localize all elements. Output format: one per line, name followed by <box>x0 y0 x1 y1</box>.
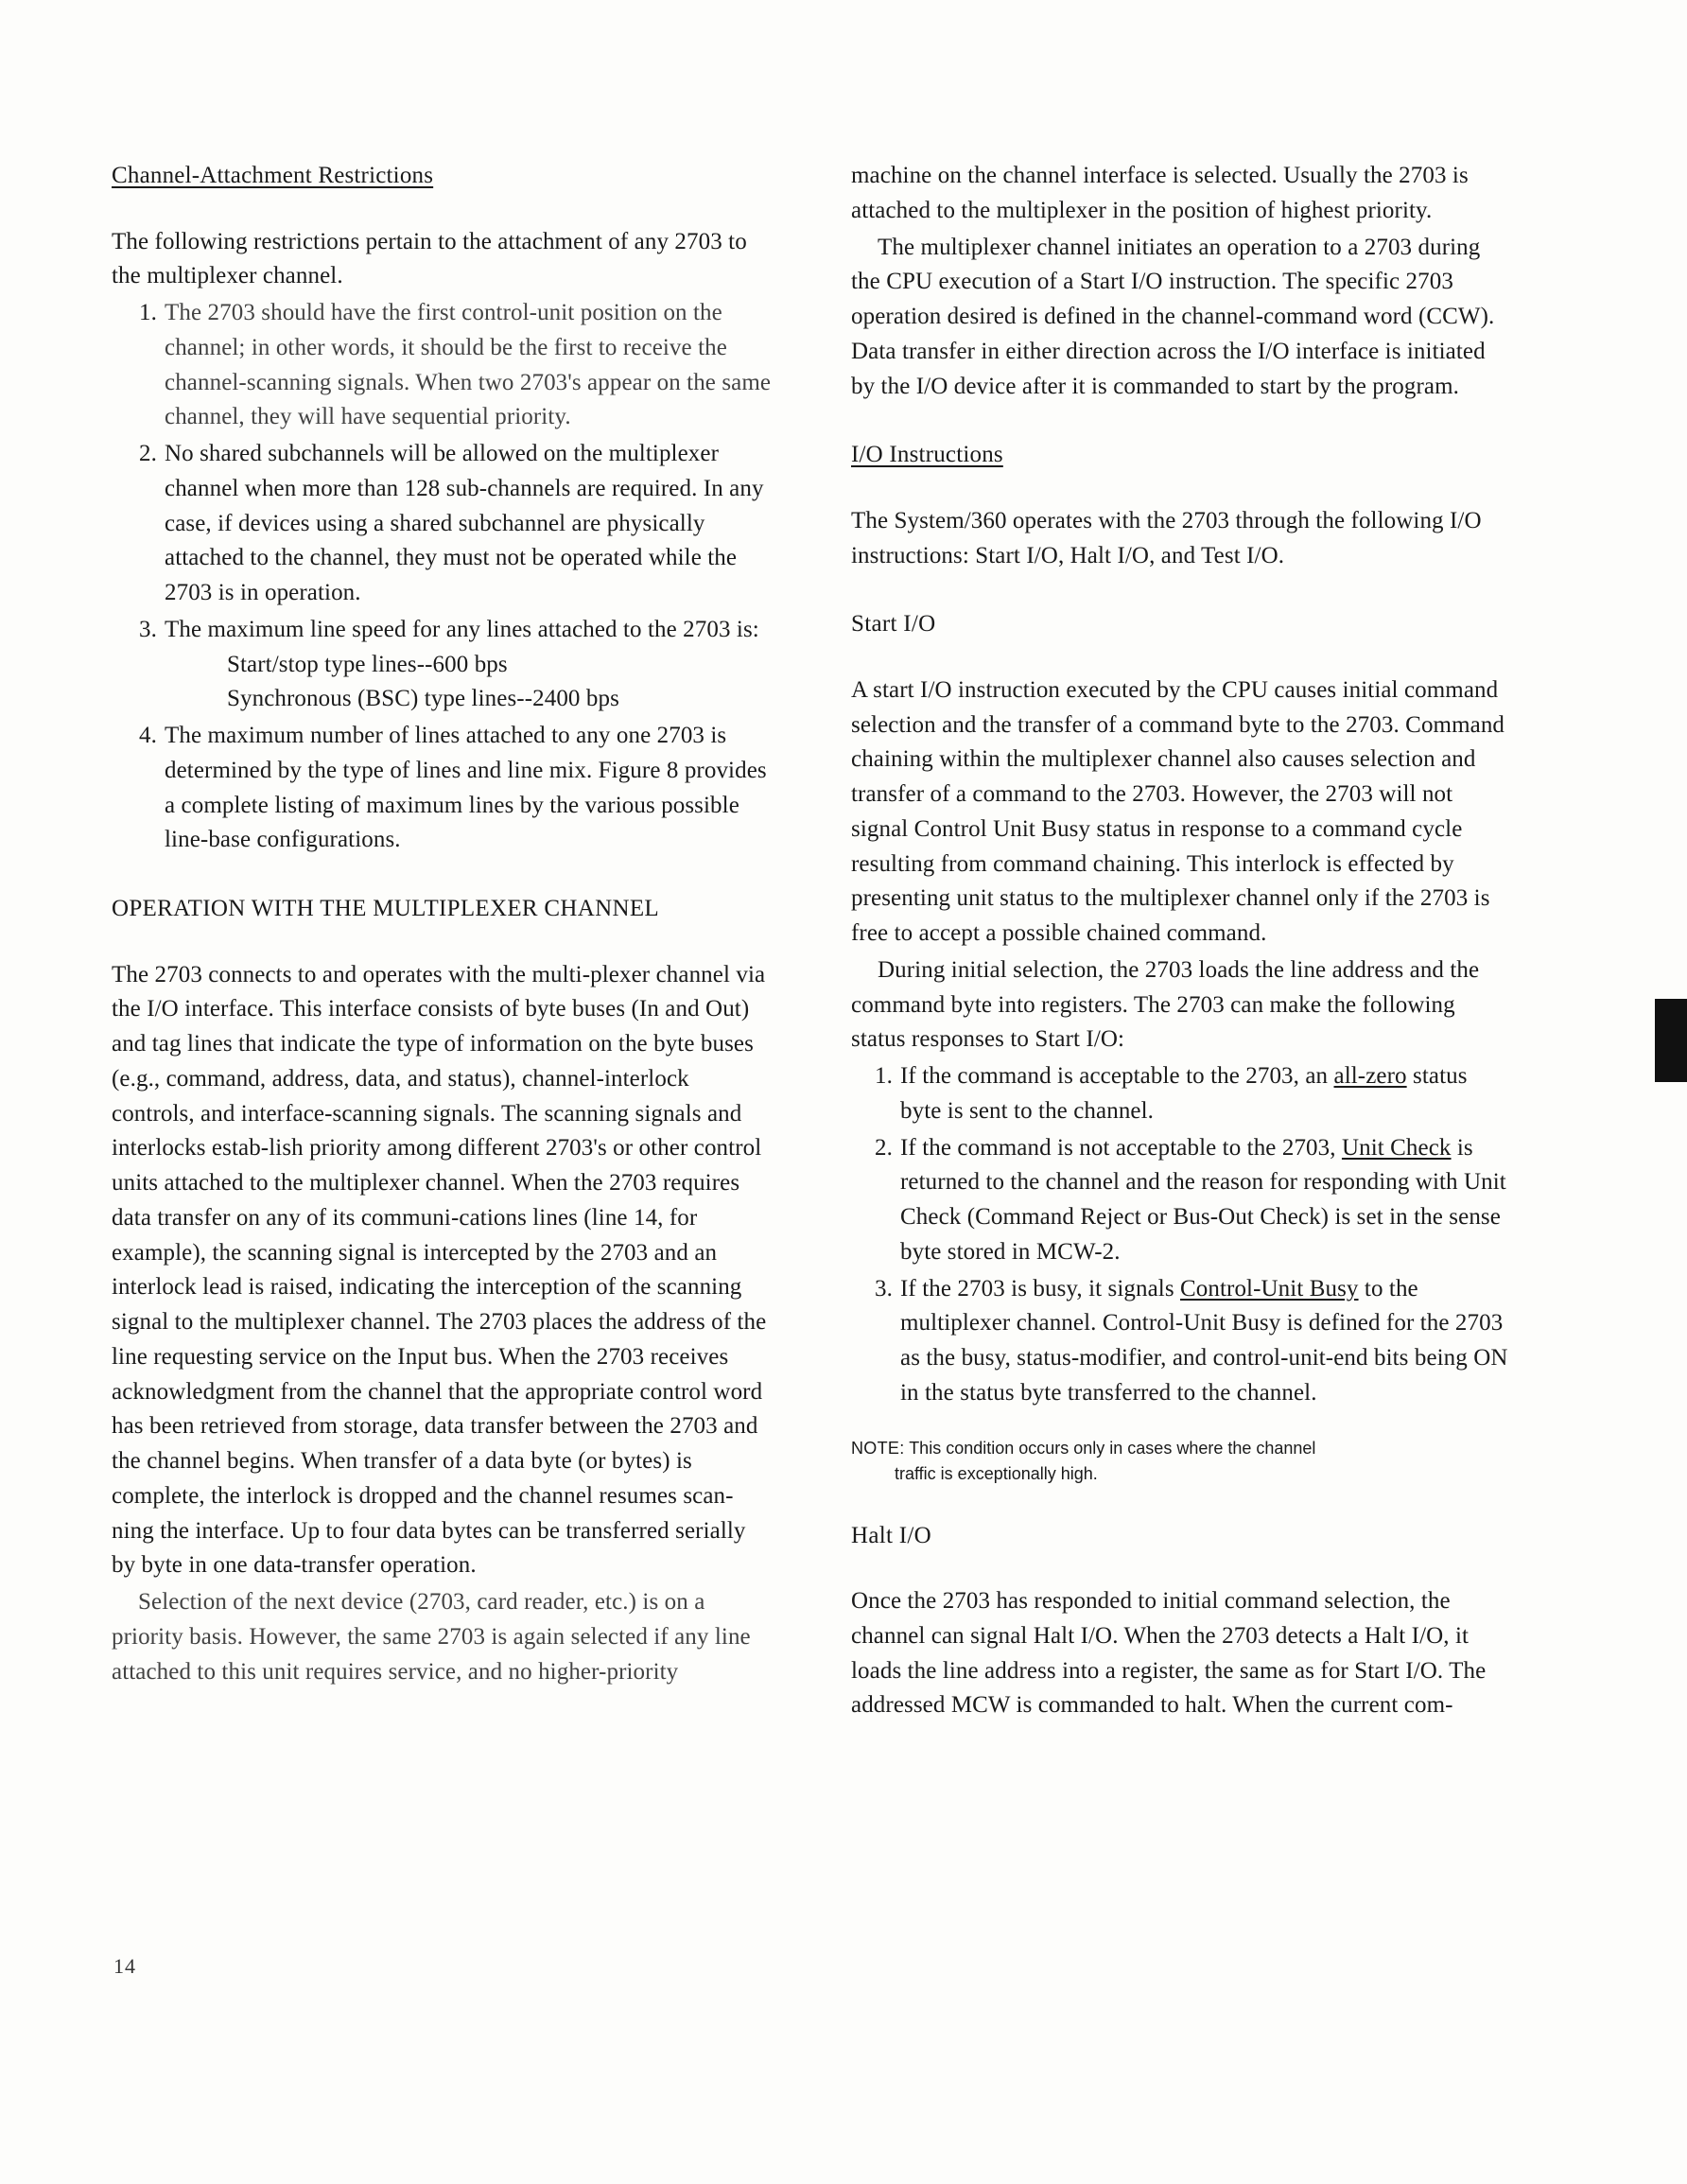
body-paragraph: Selection of the next device (2703, card reader, etc.) is on a priority basis. However, the same 2703 is again selected if any line attached to this unit requires service, and no higher-priority <box>112 1589 751 1685</box>
body-paragraph: During initial selection, the 2703 loads the line address and the command byte into registers. The 2703 can make the following status responses to Start I/O: <box>851 956 1480 1053</box>
intro-paragraph: The following restrictions pertain to the attachment of any 2703 to the multiplexer channel. <box>112 228 747 289</box>
emphasis-unit-check: Unit Check <box>1341 1134 1452 1161</box>
list-item-text-pre: If the command is not acceptable to the 2703, <box>900 1134 1342 1161</box>
list-item-number: 2. <box>139 441 157 466</box>
list-item-text-post: is returned to the channel and the reason for responding with Unit Check (Command Reject or Bus-Out Check) is set in the sense byte stored in MCW-2. <box>900 1134 1506 1265</box>
sublist-item: Start/stop type lines--600 bps <box>227 651 508 677</box>
note-text-continued: traffic is exceptionally high. <box>895 1463 1098 1483</box>
note-label: NOTE: <box>851 1438 905 1458</box>
list-item-number: 1. <box>139 300 157 325</box>
sublist-item: Synchronous (BSC) type lines--2400 bps <box>227 686 619 712</box>
line-speed-sublist <box>165 648 774 718</box>
restrictions-list <box>112 296 774 858</box>
note-block <box>851 1436 1513 1487</box>
body-paragraph: Once the 2703 has responded to initial command selection, the channel can signal Halt I/O. When the 2703 detects a Halt I/O, it loads the line address into a register, the same as for Start I/O. The addressed MCW is commanded to halt. When the current com- <box>851 1588 1487 1719</box>
list-item <box>112 437 774 611</box>
list-item <box>851 1059 1513 1129</box>
body-paragraph: The 2703 connects to and operates with the multi-plexer channel via the I/O interface. This interface consists of byte buses (In and Out) and tag lines that indicate the type of information on the byte buses (e.g., command, address, data, and status), channel-interlock controls, and interface-scanning signals. The scanning signals and interlocks estab-lish priority among different 2703's or other control units attached to the multiplexer channel. When the 2703 requires data transfer on any of its communi-cations lines (line 14, for example), the scanning signal is intercepted by the 2703 and an interlock lead is raised, indicating the interception of the scanning signal to the multiplexer channel. The 2703 places the address of the line requesting service on the Input bus. When the 2703 receives acknowledgment from the channel that the appropriate control word has been retrieved from storage, data transfer between the 2703 and the channel begins. When transfer of a data byte (or bytes) is complete, the interlock is dropped and the channel resumes scan-ning the interface. Up to four data bytes can be transferred serially by byte in one data-transfer operation. <box>112 961 767 1579</box>
right-column <box>851 159 1513 1725</box>
emphasis-control-unit-busy: Control-Unit Busy <box>1180 1275 1359 1302</box>
list-item-text-post: to the multiplexer channel. Control-Unit Busy is defined for the 2703 as the busy, status-modifier, and control-unit-end bits being ON in the status byte transferred to the channel. <box>900 1275 1508 1406</box>
list-item-text: The 2703 should have the first control-unit position on the channel; in other words, it should be the first to receive the channel-scanning signals. When two 2703's appear on the same channel, they will have sequential priority. <box>165 300 772 430</box>
list-item-text: The maximum line speed for any lines attached to the 2703 is: <box>165 616 759 642</box>
page-number: 14 <box>113 1954 136 1978</box>
list-item <box>112 613 774 717</box>
subsection-heading-start-io: Start I/O <box>851 611 936 638</box>
subsection-heading-halt-io: Halt I/O <box>851 1522 932 1548</box>
emphasis-all-zero: all-zero <box>1333 1063 1407 1089</box>
list-item-text: The maximum number of lines attached to any one 2703 is determined by the type of lines and line mix. Figure 8 provides a complete listing of maximum lines by the various possible line-base configurations. <box>165 723 767 853</box>
left-column <box>112 159 774 1691</box>
body-paragraph: The multiplexer channel initiates an operation to a 2703 during the CPU execution of a Start I/O instruction. The specific 2703 operation desired is defined in the channel-command word (CCW). Data transfer in either direction across the I/O interface is initiated by the I/O device after it is commanded to start by the program. <box>851 234 1495 399</box>
list-item-text-pre: If the command is acceptable to the 2703, an <box>900 1063 1334 1089</box>
list-item-number: 3. <box>875 1275 893 1302</box>
section-heading-channel-attachment-restrictions: Channel-Attachment Restrictions <box>112 163 434 188</box>
list-item <box>851 1131 1513 1270</box>
body-paragraph: machine on the channel interface is selected. Usually the 2703 is attached to the multiplexer in the position of highest priority. <box>851 163 1469 223</box>
list-item <box>112 719 774 858</box>
list-item-number: 4. <box>139 723 157 748</box>
list-item-number: 2. <box>875 1134 893 1161</box>
list-item <box>851 1272 1513 1411</box>
list-item-number: 3. <box>139 616 157 642</box>
list-item-text-pre: If the 2703 is busy, it signals <box>900 1275 1181 1302</box>
list-item-number: 1. <box>875 1063 893 1089</box>
body-paragraph: The System/360 operates with the 2703 through the following I/O instructions: Start I/O, Halt I/O, and Test I/O. <box>851 507 1482 568</box>
list-item-text-post: status byte is sent to the channel. <box>900 1063 1468 1124</box>
list-item <box>112 296 774 435</box>
section-heading-io-instructions: I/O Instructions <box>851 442 1003 468</box>
edge-marker <box>1655 999 1687 1082</box>
list-item-text: No shared subchannels will be allowed on the multiplexer channel when more than 128 sub-channels are required. In any case, if devices using a shared subchannel are physically attached to the channel, they must not be operated while the 2703 is in operation. <box>165 441 764 605</box>
body-paragraph: A start I/O instruction executed by the CPU causes initial command selection and the transfer of a command byte to the 2703. Command chaining within the multiplexer channel also causes selection and transfer of a command to the 2703. However, the 2703 will not signal Control Unit Busy status in response to a command cycle resulting from command chaining. This interlock is effected by presenting unit status to the multiplexer channel only if the 2703 is free to accept a possible chained command. <box>851 676 1505 946</box>
status-responses-list <box>851 1059 1513 1411</box>
section-heading-operation-with-multiplexer-channel: OPERATION WITH THE MULTIPLEXER CHANNEL <box>112 896 659 921</box>
note-text: This condition occurs only in cases where the channel <box>904 1438 1316 1458</box>
